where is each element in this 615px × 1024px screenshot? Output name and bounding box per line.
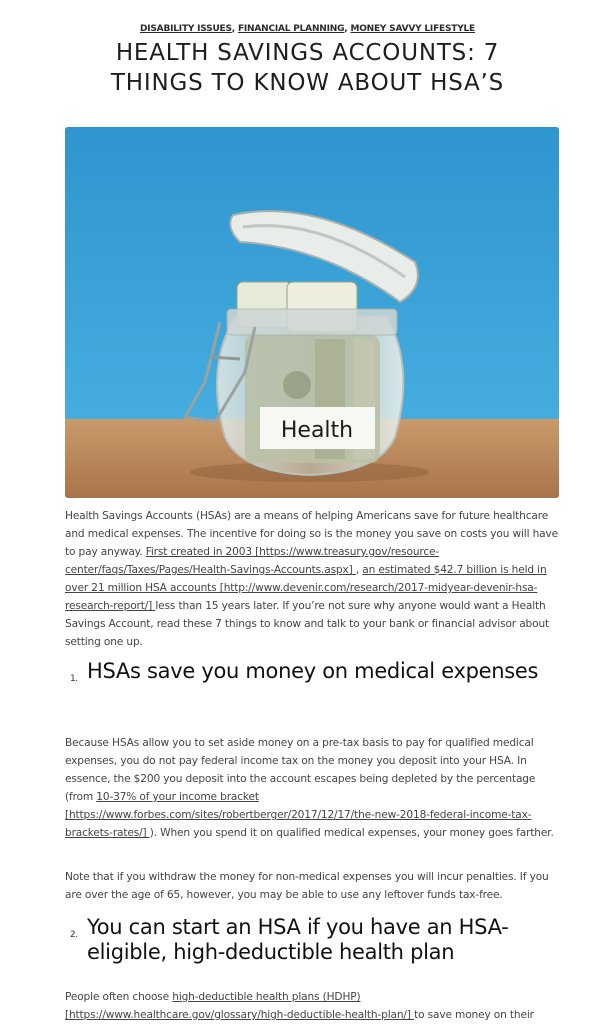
- category-link-financial-planning[interactable]: FINANCIAL PLANNING: [237, 24, 345, 34]
- section-heading-text-1: HSAs save you money on medical expenses: [87, 659, 539, 683]
- section-1-text-1: Because HSAs allow you to set aside money on a pre-tax basis to pay for qualified medical expenses, you do not pay federal income tax on the money you deposit into your HSA. In essence, the $200 you deposit into the account escapes being depleted by the percentage (from: [65, 737, 536, 803]
- category-links: [0, 24, 615, 34]
- link-healthcare-gov-hdhp[interactable]: high-deductible health plans (HDHP) [https://www.healthcare.gov/glossary/high-deductible-health-plan/]: [65, 991, 415, 1021]
- intro-paragraph: [65, 507, 561, 651]
- hero-image: [65, 127, 559, 498]
- title-line-1: HEALTH SAVINGS ACCOUNTS: 7: [115, 40, 500, 66]
- section-heading-1: [70, 659, 550, 684]
- intro-text-3: less than 15 years later. If you’re not sure why anyone would want a Health Savings Account, read these 7 things to know and talk to your bank or financial advisor about setting one up.: [65, 600, 550, 648]
- title-line-2: THINGS TO KNOW ABOUT HSA’S: [110, 70, 505, 96]
- jar-label-text: Health: [280, 418, 354, 443]
- category-link-disability-issues[interactable]: DISABILITY ISSUES: [139, 24, 232, 34]
- section-number-1: 1.: [70, 674, 78, 684]
- article-title: [0, 38, 615, 98]
- category-link-money-savvy-lifestyle[interactable]: MONEY SAVVY LIFESTYLE: [350, 24, 475, 34]
- section-heading-text-2: You can start an HSA if you have an HSA-eligible, high-deductible health plan: [87, 915, 509, 964]
- category-separator: ,: [344, 24, 351, 34]
- section-1-paragraph-1: [65, 734, 561, 842]
- section-2-text-1: People often choose: [65, 991, 173, 1003]
- link-devenir-research[interactable]: an estimated $42.7 billion is held in over 21 million HSA accounts [http://www.devenir.com/research/2017-midyear-devenir-hsa-research-report/]: [65, 564, 547, 612]
- section-2-paragraph-1: [65, 988, 561, 1024]
- link-forbes-tax-brackets[interactable]: 10-37% of your income bracket [https://www.forbes.com/sites/robertberger/2017/12/17/the-new-2018-federal-income-tax-brackets-rates/]: [65, 791, 532, 839]
- category-separator: ,: [231, 24, 238, 34]
- intro-text-2: ,: [355, 564, 363, 576]
- money-jar-illustration: [65, 127, 559, 498]
- section-2-text-2: to save money on their: [414, 1009, 534, 1021]
- section-heading-2: [70, 915, 550, 965]
- section-number-2: 2.: [70, 930, 78, 940]
- section-1-paragraph-2: Note that if you withdraw the money for non-medical expenses you will incur penalties. If you are over the age of 65, however, you may be able to use any leftover funds tax-free.: [65, 871, 549, 901]
- link-treasury-hsa-faqs[interactable]: First created in 2003 [https://www.treasury.gov/resource-center/faqs/Taxes/Pages/Health-Savings-Accounts.aspx]: [65, 546, 440, 576]
- intro-text-1: Health Savings Accounts (HSAs) are a means of helping Americans save for future healthcare and medical expenses. The incentive for doing so is the money you save on costs you will have to pay anyway.: [65, 510, 558, 558]
- section-1-text-2: ). When you spend it on qualified medical expenses, your money goes farther.: [149, 827, 554, 839]
